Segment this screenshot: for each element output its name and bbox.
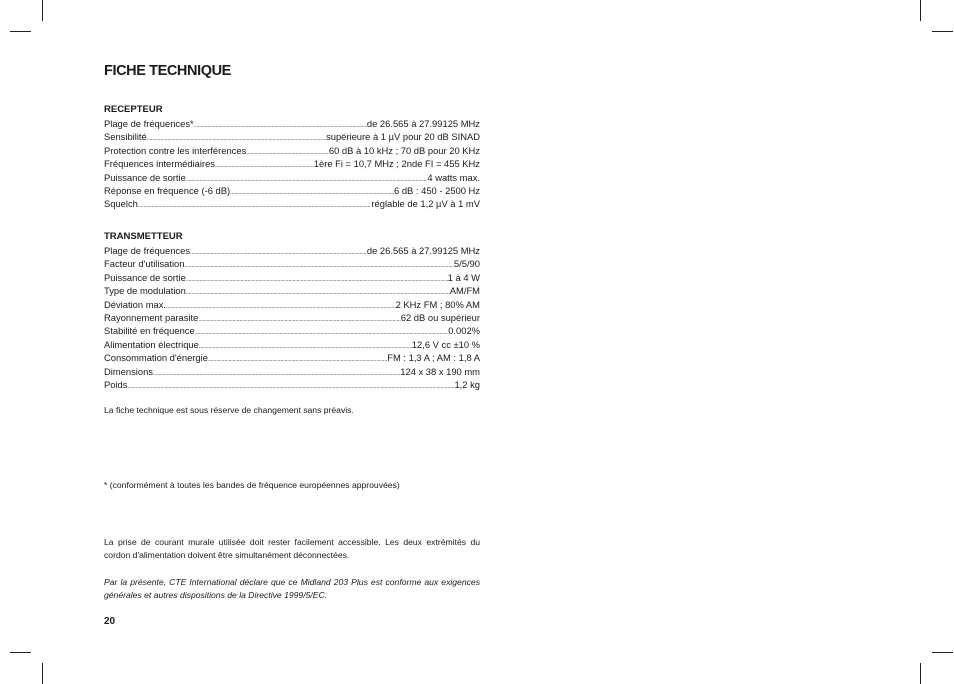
spec-label: Réponse en fréquence (-6 dB): [104, 184, 231, 196]
spec-row: [104, 365, 480, 378]
spec-row: [104, 351, 480, 364]
spec-value: 62 dB ou supérieur: [400, 311, 480, 323]
spec-value: de 26.565 à 27.99125 MHz: [366, 245, 480, 256]
spec-row: [104, 144, 480, 157]
spec-label: Facteur d'utilisation: [104, 258, 185, 270]
transmitter-spec-list: [104, 244, 480, 391]
spec-row: [104, 324, 480, 337]
receiver-section-title: RECEPTEUR: [104, 104, 163, 115]
conformity-statement: Par la présente, CTE International déclare que ce Midland 203 Plus est conforme aux exigences générales et autres dispositions de la Directive 1999/5/EC.: [104, 577, 480, 601]
spec-row: [104, 298, 480, 311]
spec-row: [104, 257, 480, 270]
crop-mark: [920, 663, 921, 684]
spec-label: Puissance de sortie: [104, 271, 186, 283]
spec-row: [104, 284, 480, 297]
spec-value: 4 watts max.: [427, 171, 480, 183]
crop-mark: [10, 31, 31, 32]
spec-row: [104, 171, 480, 184]
crop-mark: [932, 31, 953, 32]
dot-leader: [138, 197, 372, 213]
spec-label: Plage de fréquences*: [104, 118, 194, 129]
spec-label: Alimentation électrique: [104, 338, 199, 350]
dot-leader: [127, 378, 454, 394]
page-number: 20: [104, 616, 116, 627]
spec-value: 124 x 38 x 190 mm: [400, 365, 480, 377]
spec-row: [104, 244, 480, 257]
spec-value: 6 dB : 450 - 2500 Hz: [394, 184, 480, 196]
spec-label: Dimensions: [104, 365, 153, 377]
spec-value: réglable de 1,2 µV à 1 mV: [371, 198, 480, 210]
spec-label: Puissance de sortie: [104, 171, 186, 183]
spec-value: 1,2 kg: [454, 378, 480, 390]
power-notice-text: La prise de courant murale utilisée doit rester facilement accessible. Les deux extrémités du cordon d'alimentation doivent être simultanément déconnectées.: [104, 537, 480, 561]
spec-label: Rayonnement parasite: [104, 311, 199, 323]
crop-mark: [42, 0, 43, 21]
spec-label: Sensibilité: [104, 131, 147, 143]
spec-value: 60 dB à 10 kHz ; 70 dB pour 20 KHz: [328, 144, 480, 156]
receiver-spec-list: [104, 117, 480, 211]
spec-row: [104, 271, 480, 284]
spec-value: 1 à 4 W: [447, 271, 480, 283]
spec-value: de 26.565 à 27.99125 MHz: [366, 118, 480, 129]
spec-row: [104, 338, 480, 351]
spec-row: [104, 157, 480, 170]
spec-value: 12,6 V cc ±10 %: [411, 338, 480, 350]
spec-value: 1ère Fi = 10,7 MHz ; 2nde FI = 455 KHz: [313, 158, 480, 170]
spec-row: [104, 184, 480, 197]
spec-value: AM/FM: [449, 285, 480, 297]
spec-label: Stabilité en fréquence: [104, 325, 195, 337]
spec-label: Plage de fréquences: [104, 245, 191, 256]
spec-row: [104, 117, 480, 130]
spec-value: 0.002%: [448, 325, 480, 337]
spec-label: Squelch: [104, 198, 138, 210]
crop-mark: [10, 652, 31, 653]
spec-row: [104, 197, 480, 210]
spec-row: [104, 378, 480, 391]
crop-mark: [42, 663, 43, 684]
crop-mark: [932, 652, 953, 653]
transmitter-section-title: TRANSMETTEUR: [104, 231, 183, 242]
spec-row: [104, 311, 480, 324]
spec-value: 2 KHz FM ; 80% AM: [395, 298, 480, 310]
spec-row: [104, 130, 480, 143]
footnote-text: * (conformément à toutes les bandes de fréquence européennes approuvées): [104, 480, 400, 490]
page-title: FICHE TECHNIQUE: [104, 63, 231, 79]
spec-label: Déviation max.: [104, 298, 167, 310]
disclaimer-text: La fiche technique est sous réserve de changement sans préavis.: [104, 405, 354, 415]
spec-value: FM : 1,3 A ; AM : 1,8 A: [387, 352, 480, 364]
spec-label: Protection contre les interférences: [104, 144, 247, 156]
crop-mark: [920, 0, 921, 21]
spec-value: 5/5/90: [453, 258, 480, 270]
spec-label: Type de modulation: [104, 285, 186, 297]
spec-label: Poids: [104, 378, 128, 390]
spec-label: Consommation d'énergie: [104, 352, 208, 364]
spec-value: supérieure à 1 µV pour 20 dB SINAD: [326, 131, 480, 143]
spec-label: Fréquences intermédiaires: [104, 158, 215, 170]
